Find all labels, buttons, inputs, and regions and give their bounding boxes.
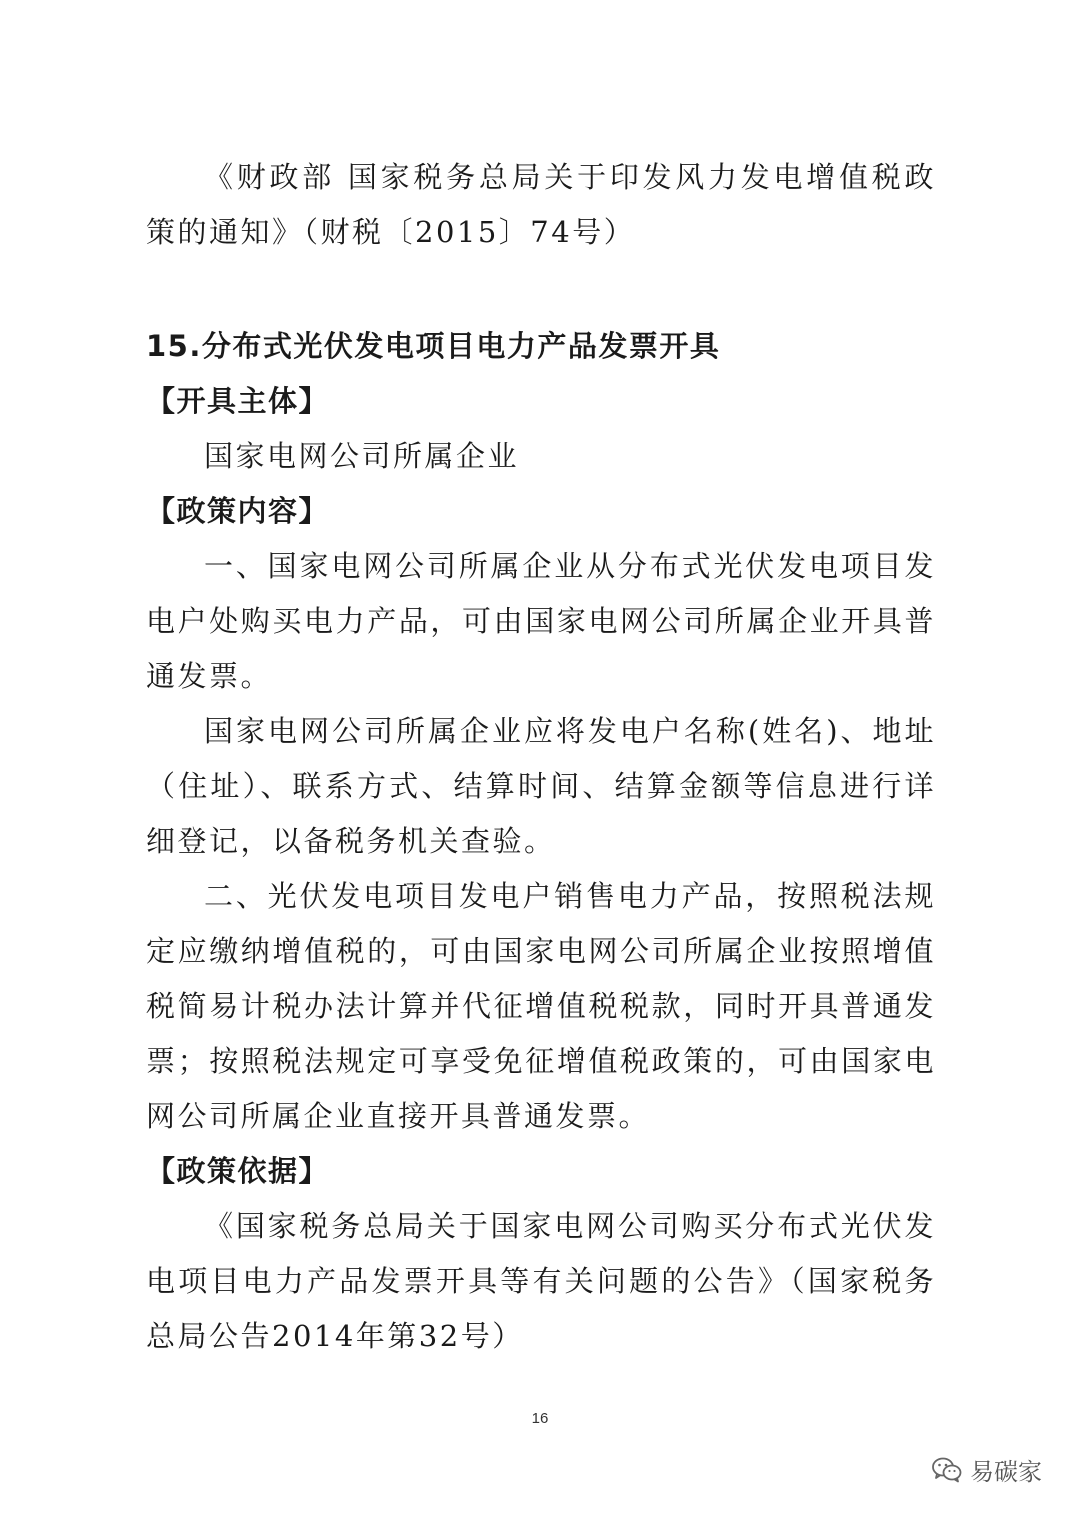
watermark-label: 易碳家 <box>970 1458 1042 1486</box>
policy-paragraph: 二、光伏发电项目发电户销售电力产品，按照税法规定应缴纳增值税的，可由国家电网公司所属企业按照增值税简易计税办法计算并代征增值税税款，同时开具普通发票；按照税法规定可享受免征增值税政策的，可由国家电网公司所属企业直接开具普通发票。 <box>146 879 936 1133</box>
issuer-heading: 【开具主体】 <box>146 384 330 418</box>
policy-paragraph: 国家电网公司所属企业应将发电户名称(姓名)、地址（住址）、联系方式、结算时间、结算金额等信息进行详细登记，以备税务机关查验。 <box>146 714 936 858</box>
issuer-text: 国家电网公司所属企业 <box>204 439 520 473</box>
policy-paragraph: 一、国家电网公司所属企业从分布式光伏发电项目发电户处购买电力产品，可由国家电网公司所属企业开具普通发票。 <box>146 549 936 693</box>
intro-citation: 《财政部 国家税务总局关于印发风力发电增值税政策的通知》（财税〔2015〕74号） <box>146 160 936 249</box>
watermark <box>932 1452 1042 1487</box>
wechat-icon <box>932 1457 962 1483</box>
policy-heading: 【政策内容】 <box>146 494 330 528</box>
section-title: 15.分布式光伏发电项目电力产品发票开具 <box>146 329 721 363</box>
document-content <box>146 150 936 1364</box>
basis-heading: 【政策依据】 <box>146 1154 330 1188</box>
page-number: 16 <box>531 1410 549 1427</box>
basis-text: 《国家税务总局关于国家电网公司购买分布式光伏发电项目电力产品发票开具等有关问题的公告》（国家税务总局公告2014年第32号） <box>146 1209 936 1353</box>
